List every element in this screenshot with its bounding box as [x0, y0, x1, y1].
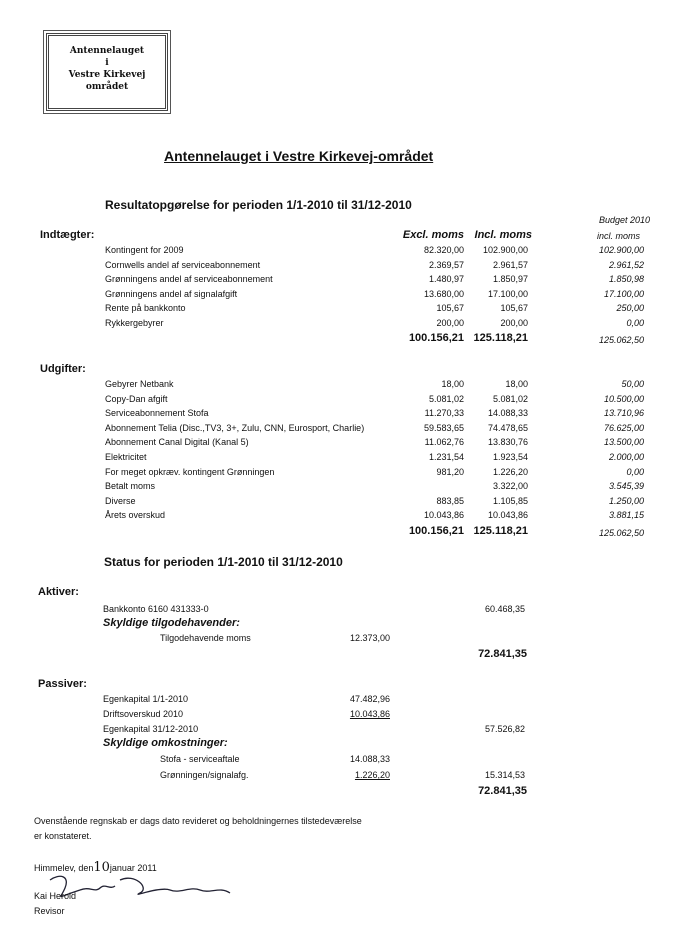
incl-header: Incl. moms [474, 229, 532, 241]
liabilities-label: Passiver: [38, 678, 87, 690]
incl-value: 1.226,20 [492, 466, 528, 477]
budget-value: 10.500,00 [603, 393, 644, 404]
expense-total-excl: 100.156,21 [408, 525, 464, 537]
date-day: 10 [93, 860, 110, 875]
audit-statement-line2: er konstateret. [34, 831, 92, 841]
excl-value: 105,67 [436, 303, 464, 314]
assets-total: 72.841,35 [478, 648, 527, 660]
row-label: Elektricitet [105, 452, 147, 462]
row-label: Rykkergebyrer [105, 318, 164, 328]
budget-value: 1.850,98 [608, 274, 644, 285]
row-label: Cornwells andel af serviceabonnement [105, 259, 261, 270]
status-heading: Status for perioden 1/1-2010 til 31/12-2010 [104, 555, 343, 569]
expense-section-label: Udgifter: [40, 363, 86, 375]
row-label: Gebyrer Netbank [105, 379, 174, 389]
incl-value: 10.043,86 [487, 510, 528, 521]
row-label: Diverse [105, 495, 136, 506]
gronningen-label: Grønningen/signalafg. [160, 770, 249, 780]
equity-start-value: 47.482,96 [349, 694, 390, 704]
budget-value: 76.625,00 [603, 422, 644, 433]
budget-value: 3.545,39 [608, 481, 644, 492]
incl-value: 74.478,65 [487, 422, 528, 433]
income-total-excl: 100.156,21 [408, 332, 464, 344]
stofa-label: Stofa - serviceaftale [160, 754, 240, 764]
excl-value: 1.231,54 [428, 452, 464, 462]
budget-value: 0,00 [626, 318, 644, 328]
bank-account-label: Bankkonto 6160 431333-0 [103, 604, 209, 614]
excl-value: 1.480,97 [428, 274, 464, 285]
incl-value: 13.830,76 [487, 437, 528, 448]
excl-value: 18,00 [441, 379, 464, 389]
date-prefix: Himmelev, den [34, 863, 94, 873]
budget-value: 13.500,00 [603, 437, 644, 448]
incl-value: 14.088,33 [487, 408, 528, 419]
incl-value: 1.850,97 [492, 274, 528, 285]
budget-header: Budget 2010 [598, 215, 650, 225]
stamp-line: i [105, 58, 109, 68]
excl-value: 59.583,65 [423, 422, 464, 433]
incl-value: 102.900,00 [482, 245, 528, 255]
incl-value: 5.081,02 [492, 393, 528, 404]
bank-account-value: 60.468,35 [484, 604, 525, 614]
excl-header: Excl. moms [402, 229, 464, 241]
incl-value: 1.105,85 [492, 495, 528, 506]
date-suffix: januar 2011 [109, 863, 157, 873]
excl-value: 2.369,57 [428, 259, 464, 270]
incl-value: 200,00 [500, 318, 528, 328]
row-label: Abonnement Telia (Disc.,TV3, 3+, Zulu, CNN, Eurosport, Charlie) [105, 422, 365, 433]
debts-sum: 15.314,53 [484, 770, 525, 780]
surplus-label: Driftsoverskud 2010 [103, 709, 184, 719]
receivable-vat-value: 12.373,00 [349, 633, 390, 643]
audit-statement-line1: Ovenstående regnskab er dags dato revideret og beholdningernes tilstedeværelse [34, 816, 362, 826]
incl-value: 17.100,00 [487, 288, 528, 299]
incl-value: 105,67 [500, 303, 528, 314]
budget-value: 2.961,52 [608, 259, 644, 270]
budget-value: 2.000,00 [608, 452, 644, 462]
incl-value: 3.322,00 [492, 481, 528, 492]
row-label: Årets overskud [105, 510, 166, 521]
excl-value: 13.680,00 [423, 288, 464, 299]
assets-label: Aktiver: [38, 586, 79, 598]
stamp-line: Vestre Kirkevej [68, 70, 146, 80]
incl-value: 18,00 [505, 379, 528, 389]
auditor-name: Kai Herold [34, 891, 77, 901]
budget-value: 17.100,00 [603, 288, 644, 299]
budget-value: 1.250,00 [608, 495, 644, 506]
excl-value: 11.270,33 [424, 408, 464, 419]
income-total-incl: 125.118,21 [473, 332, 528, 344]
budget-value: 50,00 [621, 379, 644, 389]
excl-value: 5.081,02 [428, 393, 464, 404]
budget-value: 0,00 [626, 466, 644, 477]
row-label: Grønningens andel af serviceabonnement [105, 274, 273, 285]
incl-value: 2.961,57 [492, 259, 528, 270]
surplus-value: 10.043,86 [349, 709, 390, 719]
excl-value: 883,85 [436, 495, 464, 506]
row-label: Rente på bankkonto [105, 303, 186, 314]
stofa-value: 14.088,33 [349, 754, 390, 764]
equity-start-label: Egenkapital 1/1-2010 [103, 694, 189, 704]
row-label: Grønningens andel af signalafgift [105, 288, 238, 299]
incl-value: 1.923,54 [492, 452, 528, 462]
row-label: Kontingent for 2009 [105, 245, 184, 255]
budget-value: 102.900,00 [598, 245, 644, 255]
association-stamp [46, 33, 168, 111]
excl-value: 82.320,00 [423, 245, 464, 255]
excl-value: 981,20 [436, 466, 464, 477]
row-label: For meget opkræv. kontingent Grønningen [105, 466, 275, 477]
excl-value: 11.062,76 [424, 437, 464, 448]
budget-value: 250,00 [616, 303, 644, 314]
signature-image [40, 868, 240, 908]
liabilities-total: 72.841,35 [478, 785, 527, 797]
equity-end-label: Egenkapital 31/12-2010 [103, 724, 199, 734]
income-section-label: Indtægter: [40, 229, 95, 241]
result-heading: Resultatopgørelse for perioden 1/1-2010 til 31/12-2010 [105, 198, 412, 212]
budget-value: 13.710,96 [603, 408, 644, 419]
stamp-line: området [85, 82, 129, 92]
excl-value: 10.043,86 [423, 510, 464, 521]
debts-heading: Skyldige omkostninger: [103, 737, 228, 749]
row-label: Copy-Dan afgift [105, 393, 168, 404]
row-label: Betalt moms [105, 481, 156, 492]
income-total-budget: 125.062,50 [598, 335, 644, 345]
excl-value: 200,00 [436, 318, 464, 328]
stamp-line: Antennelauget [69, 46, 145, 56]
budget-value: 3.881,15 [608, 510, 644, 521]
gronningen-value: 1.226,20 [354, 770, 390, 780]
budget-subheader: incl. moms [596, 231, 640, 241]
row-label: Serviceabonnement Stofa [105, 408, 209, 419]
auditor-role: Revisor [34, 906, 65, 916]
expense-total-incl: 125.118,21 [473, 525, 528, 537]
receivable-vat-label: Tilgodehavende moms [160, 633, 251, 643]
equity-end-value: 57.526,82 [484, 724, 525, 734]
document-title: Antennelauget i Vestre Kirkevej-området [164, 148, 434, 164]
receivables-heading: Skyldige tilgodehavender: [103, 617, 240, 629]
row-label: Abonnement Canal Digital (Kanal 5) [105, 437, 249, 448]
expense-total-budget: 125.062,50 [598, 528, 644, 538]
